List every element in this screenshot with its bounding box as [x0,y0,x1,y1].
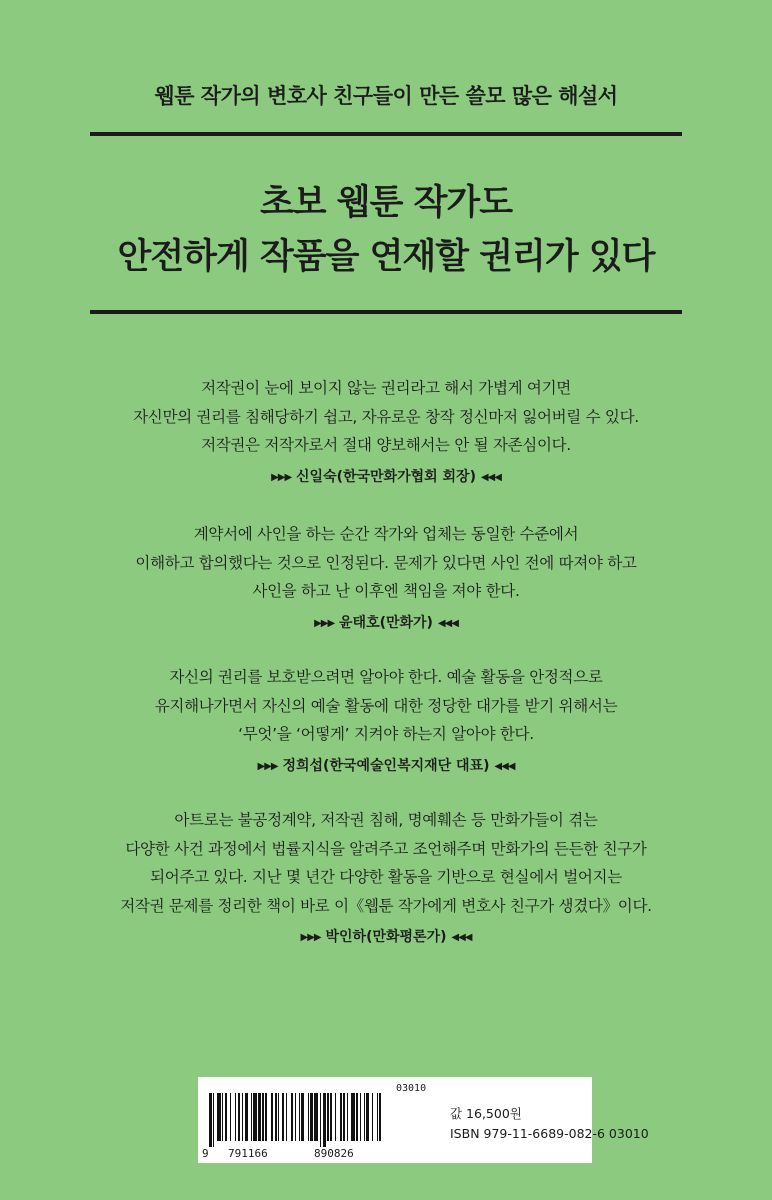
isbn-label: ISBN 979-11-6689-082-6 03010 [450,1126,649,1141]
barcode-bar [238,1093,241,1141]
headline-line-2: 안전하게 작품을 연재할 권리가 있다 [117,237,655,277]
barcode-bar [356,1093,359,1141]
blurb-1 [0,374,772,489]
attribution [0,755,772,778]
barcode-bar [222,1093,223,1141]
blurb-line: 아트로는 불공정계약, 저작권 침해, 명예훼손 등 만화가들이 겪는 [174,811,598,829]
barcode-bar [314,1093,318,1141]
barcode-bar [351,1093,355,1141]
barcode-bar [347,1093,348,1141]
barcode-bar [343,1093,346,1141]
barcode-bar [209,1093,212,1147]
barcode-bar [379,1093,380,1141]
barcode-bar [278,1093,279,1141]
attribution-text: 정희섭(한국예술인복지재단 대표) [282,757,490,774]
barcode-bar [242,1093,243,1141]
blurb-line: ‘무엇’을 ‘어떻게’ 지켜야 하는지 알아야 한다. [238,725,534,743]
barcode-bar [310,1093,313,1141]
left-arrows-icon: ▶▶▶ [314,617,335,629]
barcode-bar [265,1093,268,1141]
barcode-bar [295,1093,296,1141]
barcode-bar [377,1093,378,1141]
barcode-digit-lead: 9 [202,1147,209,1160]
attribution [0,926,772,949]
blurb-line: 자신만의 권리를 침해당하기 쉽고, 자유로운 창작 정신마저 잃어버릴 수 있다. [133,407,639,426]
barcode-bar [275,1093,276,1141]
price-label: 값 16,500원 [450,1106,522,1121]
barcode-digit-group-1: 791166 [228,1147,268,1160]
blurb-line: 다양한 사건 과정에서 법률지식을 알려주고 조언해주며 만화가의 든든한 친구가 [125,839,647,858]
attribution-text: 윤태호(만화가) [339,614,433,631]
right-arrows-icon: ◀◀◀ [494,760,515,772]
right-arrows-icon: ◀◀◀ [480,471,501,483]
barcode-bar [360,1093,361,1141]
barcode-bar [282,1093,285,1141]
left-arrows-icon: ▶▶▶ [271,471,292,483]
barcode-bar [323,1093,326,1147]
barcode-bar [299,1093,300,1141]
barcode-bar [271,1093,272,1141]
attribution [0,612,772,635]
barcode-bar [213,1093,214,1147]
barcode-bar [251,1093,252,1141]
barcode-bar [262,1093,263,1141]
barcode-bar [327,1093,328,1141]
blurb-line: 저작권 문제를 정리한 책이 바로 이《웹툰 작가에게 변호사 친구가 생겼다》이다. [120,896,652,915]
right-arrows-icon: ◀◀◀ [437,617,458,629]
bottom-rule [90,310,682,314]
tagline: 웹툰 작가의 변호사 친구들이 만든 쓸모 많은 해설서 [154,84,618,108]
barcode-bar [217,1093,221,1141]
barcode-digit-group-2: 890826 [314,1147,354,1160]
barcode-bar [364,1093,365,1141]
blurb-line: 계약서에 사인을 하는 순간 작가와 업체는 동일한 수준에서 [193,525,579,543]
barcode-bar [366,1093,369,1141]
barcode-bar [230,1093,231,1141]
right-arrows-icon: ◀◀◀ [451,932,472,943]
blurb-line: 이해하고 합의했다는 것으로 인정된다. 문제가 있다면 사인 전에 따져야 하고 [135,553,637,572]
barcode-bar [235,1093,236,1141]
blurb-line: 자신의 권리를 보호받으려면 알아야 한다. 예술 활동을 안정적으로 [169,668,603,686]
headline-line-1: 초보 웹툰 작가도 [259,183,513,223]
headline [0,176,772,284]
attribution [0,466,772,489]
barcode-bar [286,1093,287,1141]
barcode-bar [301,1093,304,1141]
barcode-bar [340,1093,341,1141]
top-rule [90,132,682,136]
barcode-bar [253,1093,257,1141]
attribution-text: 신일숙(한국만화가협회 회장) [296,468,476,485]
blurb-line: 사인을 하고 난 이후엔 책임을 져야 한다. [252,582,520,600]
barcode-bar [225,1093,228,1141]
barcode-bar [330,1093,333,1141]
blurb-3 [0,663,772,778]
barcode-add-on-number: 03010 [396,1083,427,1094]
barcode-bar [335,1093,336,1141]
blurb-line: 되어주고 있다. 지난 몇 년간 다양한 활동을 기반으로 현실에서 벌어지는 [150,868,622,886]
barcode-panel [198,1077,649,1163]
barcode-bar [372,1093,373,1141]
attribution-text: 박인하(만화평론가) [325,929,447,945]
barcode-bar [245,1093,248,1141]
blurb-4 [0,806,772,949]
blurb-line: 저작권이 눈에 보이지 않는 권리라고 해서 가볍게 여기면 [201,379,571,397]
barcode-bar [320,1093,321,1147]
left-arrows-icon: ▶▶▶ [257,760,278,772]
left-arrows-icon: ▶▶▶ [300,932,321,943]
barcode-bar [258,1093,261,1141]
blurb-2 [0,520,772,635]
barcode-bar [308,1093,309,1141]
barcode-bar [291,1093,294,1141]
blurb-line: 저작권은 저작자로서 절대 양보해서는 안 될 자존심이다. [201,436,571,454]
blurb-line: 유지해나가면서 자신의 예술 활동에 대한 정당한 대가를 받기 위해서는 [154,696,618,715]
barcode-image [209,1093,441,1143]
